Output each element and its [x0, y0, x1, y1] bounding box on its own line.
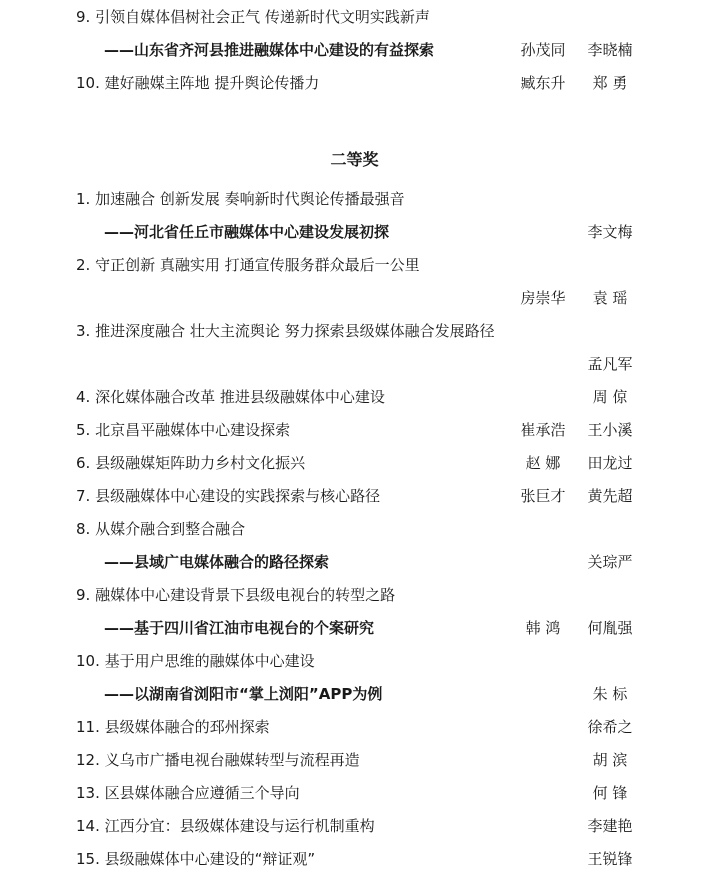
item-title: 5. 北京昌平融媒体中心建设探索 — [76, 421, 291, 439]
section-heading: 二等奖 — [330, 150, 379, 169]
item-title: 10. 基于用户思维的融媒体中心建设 — [76, 652, 315, 670]
list-item — [0, 1, 709, 34]
item-title: 11. 县级媒体融合的邳州探索 — [76, 718, 270, 736]
author: 赵 娜 — [525, 454, 561, 472]
list-item — [0, 381, 709, 414]
item-title: 6. 县级融媒矩阵助力乡村文化振兴 — [76, 454, 306, 472]
list-item — [0, 711, 709, 744]
item-title: 9. 引领自媒体倡树社会正气 传递新时代文明实践新声 — [76, 8, 430, 26]
list-item — [0, 777, 709, 810]
item-subtitle: ——基于四川省江油市电视台的个案研究 — [104, 619, 375, 637]
author: 胡 滨 — [592, 751, 628, 769]
list-item-subtitle-row — [0, 546, 709, 579]
author: 何胤强 — [587, 619, 633, 637]
item-title: 9. 融媒体中心建设背景下县级电视台的转型之路 — [76, 586, 396, 604]
author: 郑 勇 — [592, 74, 628, 92]
list-item — [0, 645, 709, 678]
author: 张巨才 — [520, 487, 566, 505]
author: 孙茂同 — [520, 41, 566, 59]
list-item-subtitle-row — [0, 612, 709, 645]
item-title: 12. 义乌市广播电视台融媒转型与流程再造 — [76, 751, 360, 769]
author: 崔承浩 — [520, 421, 566, 439]
author: 房崇华 — [520, 289, 566, 307]
item-title: 14. 江西分宜：县级媒体建设与运行机制重构 — [76, 817, 375, 835]
author: 李晓楠 — [587, 41, 633, 59]
item-title: 10. 建好融媒主阵地 提升舆论传播力 — [76, 74, 320, 92]
list-item — [0, 480, 709, 513]
author: 田龙过 — [587, 454, 633, 472]
author: 王锐锋 — [587, 850, 633, 868]
author: 王小溪 — [587, 421, 633, 439]
item-title: 4. 深化媒体融合改革 推进县级融媒体中心建设 — [76, 388, 385, 406]
item-subtitle: ——山东省齐河县推进融媒体中心建设的有益探索 — [104, 41, 435, 59]
author: 徐希之 — [587, 718, 633, 736]
item-subtitle: ——河北省任丘市融媒体中心建设发展初探 — [104, 223, 390, 241]
author: 韩 鸿 — [525, 619, 561, 637]
author: 臧东升 — [520, 74, 566, 92]
item-title: 7. 县级融媒体中心建设的实践探索与核心路径 — [76, 487, 381, 505]
list-item — [0, 579, 709, 612]
list-item — [0, 414, 709, 447]
item-subtitle: ——县域广电媒体融合的路径探索 — [104, 553, 330, 571]
list-item — [0, 513, 709, 546]
list-item — [0, 67, 709, 100]
list-item — [0, 315, 709, 348]
author: 李文梅 — [587, 223, 633, 241]
list-item — [0, 447, 709, 480]
author-row — [0, 282, 709, 315]
list-item-subtitle-row — [0, 216, 709, 249]
author: 关琮严 — [587, 553, 633, 571]
author: 何 锋 — [592, 784, 628, 802]
author: 李建艳 — [587, 817, 633, 835]
item-subtitle: ——以湖南省浏阳市“掌上浏阳”APP为例 — [104, 685, 383, 703]
author: 黄先超 — [587, 487, 633, 505]
item-title: 13. 区县媒体融合应遵循三个导向 — [76, 784, 300, 802]
item-title: 1. 加速融合 创新发展 奏响新时代舆论传播最强音 — [76, 190, 405, 208]
list-item — [0, 183, 709, 216]
author: 周 倞 — [592, 388, 628, 406]
list-item — [0, 744, 709, 777]
author: 袁 瑶 — [592, 289, 628, 307]
item-title: 3. 推进深度融合 壮大主流舆论 努力探索县级媒体融合发展路径 — [76, 322, 495, 340]
item-title: 15. 县级融媒体中心建设的“辩证观” — [76, 850, 316, 868]
list-item — [0, 249, 709, 282]
list-item-subtitle-row — [0, 678, 709, 711]
item-title: 2. 守正创新 真融实用 打通宣传服务群众最后一公里 — [76, 256, 420, 274]
author: 孟凡军 — [587, 355, 633, 373]
author-row — [0, 348, 709, 381]
list-item — [0, 810, 709, 843]
list-item-subtitle-row — [0, 34, 709, 67]
author: 朱 标 — [592, 685, 628, 703]
item-title: 8. 从媒介融合到整合融合 — [76, 520, 246, 538]
list-item — [0, 843, 709, 876]
